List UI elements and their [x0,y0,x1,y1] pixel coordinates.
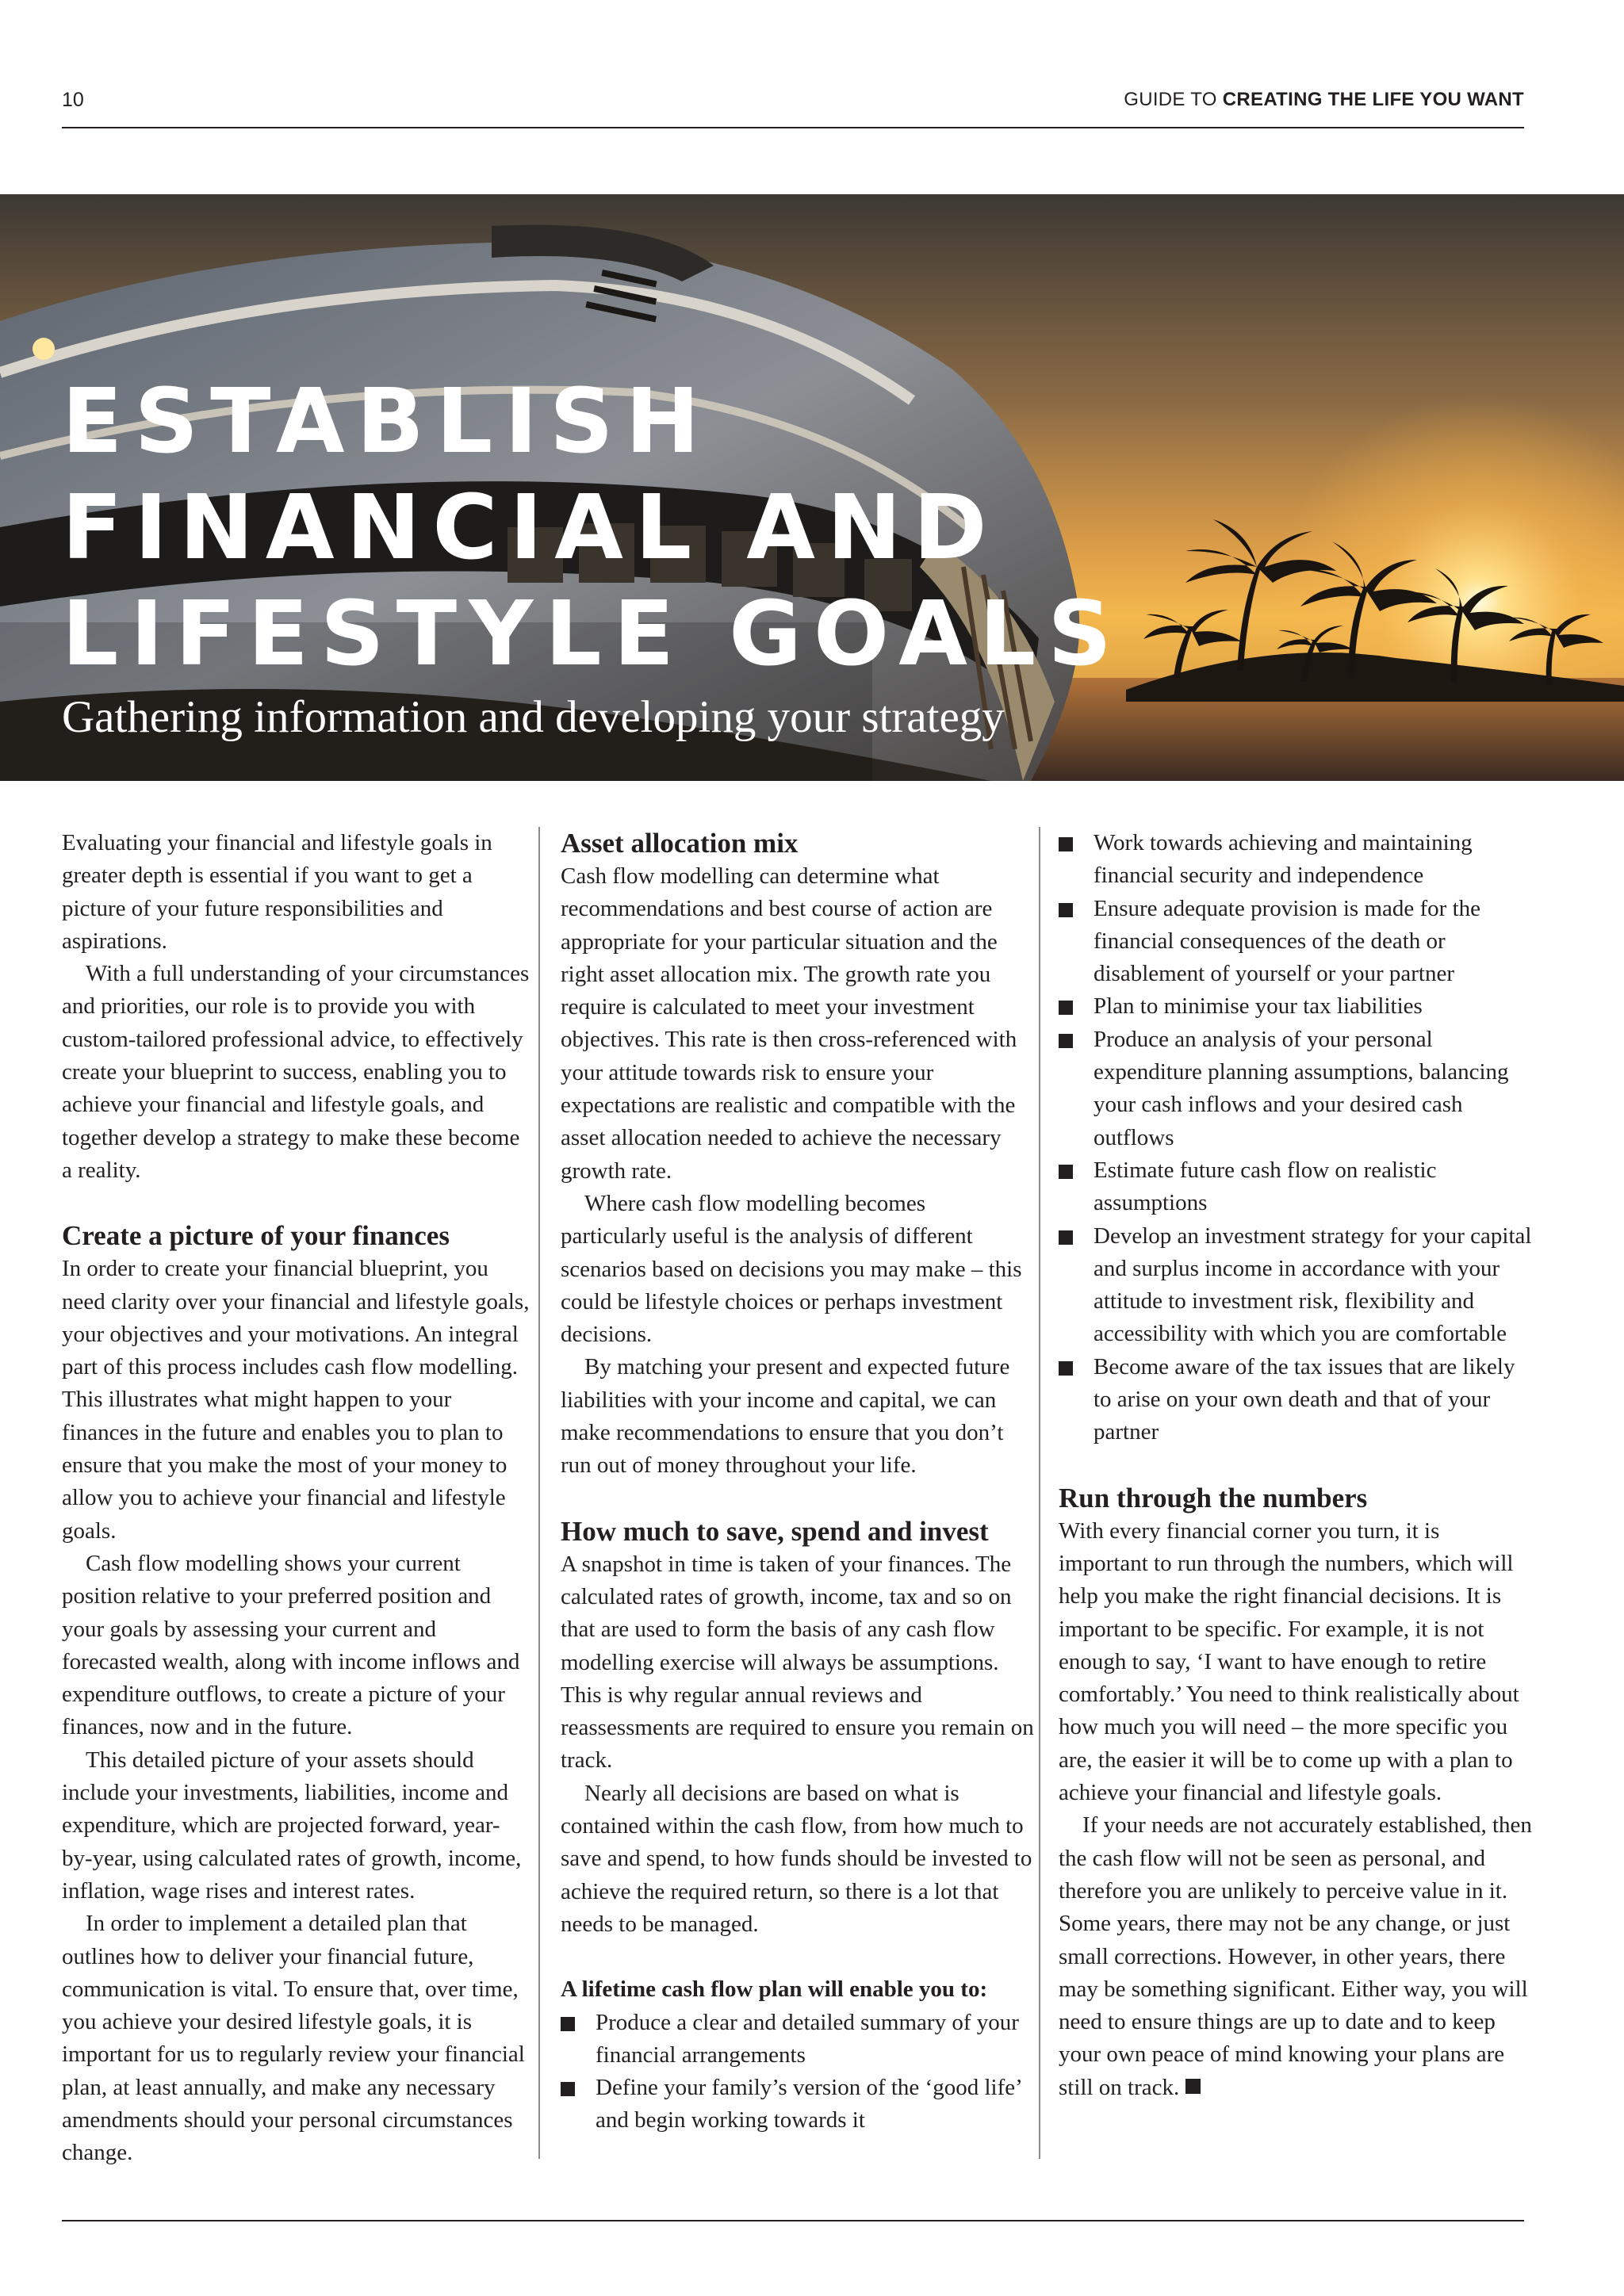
column-2 [561,827,1036,2137]
list-heading: A lifetime cash flow plan will enable you to: [561,1976,988,2003]
list-item: Define your family’s version of the ‘good life’ and begin working towards it [561,2072,1036,2137]
bullet-list [561,2007,1036,2137]
body-paragraph: Where cash flow modelling becomes particularly useful is the analysis of different scenarios based on decisions you may make – this could be lifestyle choices or perhaps investment decisions. [561,1190,1022,1348]
running-head-title: CREATING THE LIFE YOU WANT [1222,89,1524,110]
body-paragraph-final [1059,1809,1534,2104]
page-number: 10 [62,89,84,111]
body-paragraph: In order to create your financial blueprint, you need clarity over your financial and lifestyle goals, your objectives and your motivations. An integral part of this process includes cash flow modelling. This illustrates what might happen to your finances in the future and enables you to plan to ensure that you make the most of your money to allow you to achieve your financial and lifestyle goals. [62,1256,530,1544]
list-item: Ensure adequate provision is made for the financial consequences of the death or disablement of yourself or your partner [1059,893,1534,991]
intro-paragraph: Evaluating your financial and lifestyle goals in greater depth is essential if you want to get a picture of your future responsibilities and aspirations. [62,830,492,954]
column-divider [538,827,540,2159]
body-paragraph: In order to implement a detailed plan that outlines how to deliver your financial future, communication is vital. To ensure that, over time, you achieve your desired lifestyle goals, it is important for us to regularly review your financial plan, at least annually, and make any necessary amendments should your personal circumstances change. [62,1911,525,2166]
running-head-prefix: GUIDE TO [1124,89,1223,110]
body-paragraph: With every financial corner you turn, it is important to run through the numbers, which will help you make the right financial decisions. It is important to be specific. For example, it is not enough to say, ‘I want to have enough to retire comfortably.’ You need to think realistically about how much you will need – the more specific you are, the easier it will be to come up with a plan to achieve your financial and lifestyle goals. [1059,1517,1519,1806]
list-item: Plan to minimise your tax liabilities [1059,990,1534,1023]
list-item: Produce a clear and detailed summary of your financial arrangements [561,2007,1036,2072]
list-item: Work towards achieving and maintaining financial security and independence [1059,827,1534,893]
list-item: Produce an analysis of your personal expenditure planning assumptions, balancing your cash inflows and your desired cash outflows [1059,1024,1534,1154]
bullet-list [1059,827,1534,1449]
column-3 [1059,827,1534,2104]
page-subtitle: Gathering information and developing your strategy [62,692,1005,742]
body-paragraph: A snapshot in time is taken of your finances. The calculated rates of growth, income, tax and so on that are used to form the basis of any cash flow modelling exercise will always be assumptions. This is why regular annual reviews and reassessments are required to ensure you remain on track. [561,1551,1034,1774]
title-line-3: LIFESTYLE GOALS [62,583,1124,686]
title-line-2: FINANCIAL AND [62,476,999,580]
body-paragraph: This detailed picture of your assets should include your investments, liabilities, income and expenditure, which are projected forward, year-by-year, using calculated rates of growth, income, inflation, wage rises and interest rates. [62,1747,522,1904]
section-heading-asset-allocation: Asset allocation mix [561,828,799,859]
column-divider [1039,827,1040,2159]
body-paragraph: Cash flow modelling shows your current position relative to your preferred position and your goals by assessing your current and forecasted wealth, along with income inflows and expenditure outflows, to create a picture of your finances, now and in the future. [62,1550,520,1740]
list-item: Develop an investment strategy for your capital and surplus income in accordance with your attitude to investment risk, flexibility and accessibility with which you are comfortable [1059,1220,1534,1351]
section-heading-save-spend-invest: How much to save, spend and invest [561,1515,989,1547]
footer-rule [62,2220,1524,2221]
running-head [1124,89,1524,111]
hero-banner [0,194,1624,781]
section-heading-create-picture: Create a picture of your finances [62,1220,450,1252]
section-heading-run-numbers: Run through the numbers [1059,1482,1368,1513]
list-item: Become aware of the tax issues that are likely to arise on your own death and that of your partner [1059,1351,1534,1449]
body-paragraph: With a full understanding of your circumstances and priorities, our role is to provide you with custom-tailored professional advice, to effectively create your blueprint to success, enabling you to achieve your financial and lifestyle goals, and together develop a strategy to make these become a reality. [62,961,530,1183]
body-paragraph: Cash flow modelling can determine what recommendations and best course of action are appropriate for your particular situation and the right asset allocation mix. The growth rate you require is calculated to meet your investment objectives. This rate is then cross-referenced with your attitude towards risk to ensure your expectations are realistic and compatible with the asset allocation needed to achieve the necessary growth rate. [561,863,1017,1184]
body-paragraph: Nearly all decisions are based on what is contained within the cash flow, from how much to save and spend, to how funds should be invested to achieve the required return, so there is a lot that needs to be managed. [561,1780,1032,1937]
end-mark-icon [1185,2079,1201,2094]
page-header [62,86,1524,128]
body-paragraph: By matching your present and expected future liabilities with your income and capital, we can make recommendations to ensure that you don’t run out of money throughout your life. [561,1354,1010,1479]
list-item: Estimate future cash flow on realistic assumptions [1059,1154,1534,1220]
page-title [62,369,1124,687]
final-paragraph-text: If your needs are not accurately established, then the cash flow will not be seen as personal, and therefore you are unlikely to perceive value in it. Some years, there may not be any change, or just small corrections. However, in other years, there may be something significant. Either way, you will need to ensure things are up to date and to keep your own peace of mind knowing your plans are still on track. [1059,1812,1532,2100]
title-line-1: ESTABLISH [62,370,712,473]
column-1 [62,827,530,2170]
